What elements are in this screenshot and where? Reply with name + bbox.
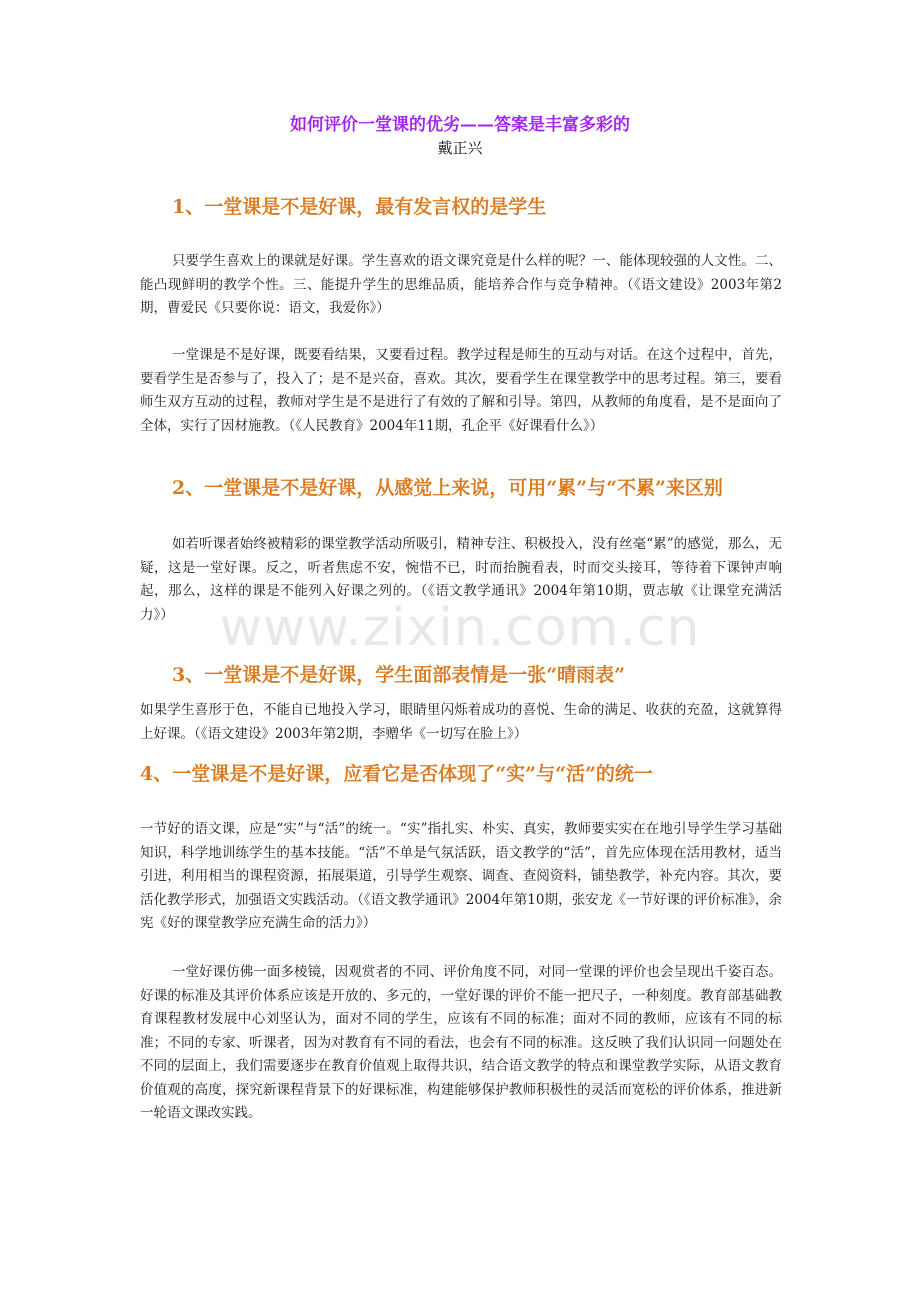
section-2-paragraph-1: 如若听课者始终被精彩的课堂教学活动所吸引，精神专注、积极投入，没有丝毫“累”的感觉，那么，无疑，这是一堂好课。反之，听者焦虑不安，惋惜不已，时而抬腕看表，时而交头接耳，等待着下课钟声响起，那么，这样的课是不能列入好课之列的。（《语文教学通讯》2004年第10期，贾志敏《让课堂充满活力》） <box>140 536 782 623</box>
section-3-paragraph-1: 如果学生喜形于色，不能自已地投入学习，眼睛里闪烁着成功的喜悦、生命的满足、收获的充盈，这就算得上好课。（《语文建设》2003年第2期，李赠华《一切写在脸上》） <box>140 702 782 742</box>
section-4-heading: 4、一堂课是不是好课，应看它是否体现了“实”与“活”的统一 <box>140 763 653 785</box>
watermark-logo: www.zixin.com.cn <box>219 598 701 658</box>
section-1-heading: 1、一堂课是不是好课，最有发言权的是学生 <box>172 196 547 218</box>
section-4-paragraph-1: 一节好的语文课，应是“实”与“活”的统一。“实”指扎实、朴实、真实，教师要实实在在地引导学生学习基础知识，科学地训练学生的基本技能。“活”不单是气氛活跃，语文教学的“活”，首先应体现在活用教材，适当引进，利用相当的课程资源，拓展渠道，引导学生观察、调查、查阅资料，铺垫教学，补充内容。其次，要活化教学形式，加强语文实践活动。（《语文教学通讯》2004年第10期，张安龙《一节好课的评价标准》，余宪《好的课堂教学应充满生命的活力》） <box>140 821 782 931</box>
section-2-heading: 2、一堂课是不是好课，从感觉上来说，可用“累”与“不累”来区别 <box>172 477 723 499</box>
section-1-paragraph-2: 一堂课是不是好课，既要看结果，又要看过程。教学过程是师生的互动与对话。在这个过程中，首先，要看学生是否参与了，投入了；是不是兴奋，喜欢。其次，要看学生在课堂教学中的思考过程。第三，要看师生双方互动的过程，教师对学生是不是进行了有效的了解和引导。第四，从教师的角度看，是不是面向了全体，实行了因材施教。（《人民教育》2004年11期，孔企平《好课看什么》） <box>140 347 782 434</box>
section-3-heading: 3、一堂课是不是好课，学生面部表情是一张“晴雨表” <box>172 664 626 686</box>
section-1-paragraph-1: 只要学生喜欢上的课就是好课。学生喜欢的语文课究竟是什么样的呢？一、能体现较强的人文性。二、能凸现鲜明的教学个性。三、能提升学生的思维品质，能培养合作与竞争精神。（《语文建设》2003年第2期，曹爱民《只要你说：语文，我爱你》） <box>140 253 782 316</box>
document-author: 戴正兴 <box>437 139 483 157</box>
document-title: 如何评价一堂课的优劣——答案是丰富多彩的 <box>290 115 630 135</box>
section-4-paragraph-2: 一堂好课仿佛一面多棱镜，因观赏者的不同、评价角度不同，对同一堂课的评价也会呈现出千姿百态。好课的标准及其评价体系应该是开放的、多元的，一堂好课的评价不能一把尺子，一种刻度。教育部基础教育课程教材发展中心刘坚认为，面对不同的学生，应该有不同的标准；面对不同的教师，应该有不同的标准；不同的专家、听课者，因为对教育有不同的看法，也会有不同的标准。这反映了我们认识同一问题处在不同的层面上，我们需要逐步在教育价值观上取得共识，结合语文教学的特点和课堂教学实际，从语文教育价值观的高度，探究新课程背景下的好课标准，构建能够保护教师积极性的灵活而宽松的评价体系，推进新一轮语文课改实践。 <box>140 964 782 1121</box>
